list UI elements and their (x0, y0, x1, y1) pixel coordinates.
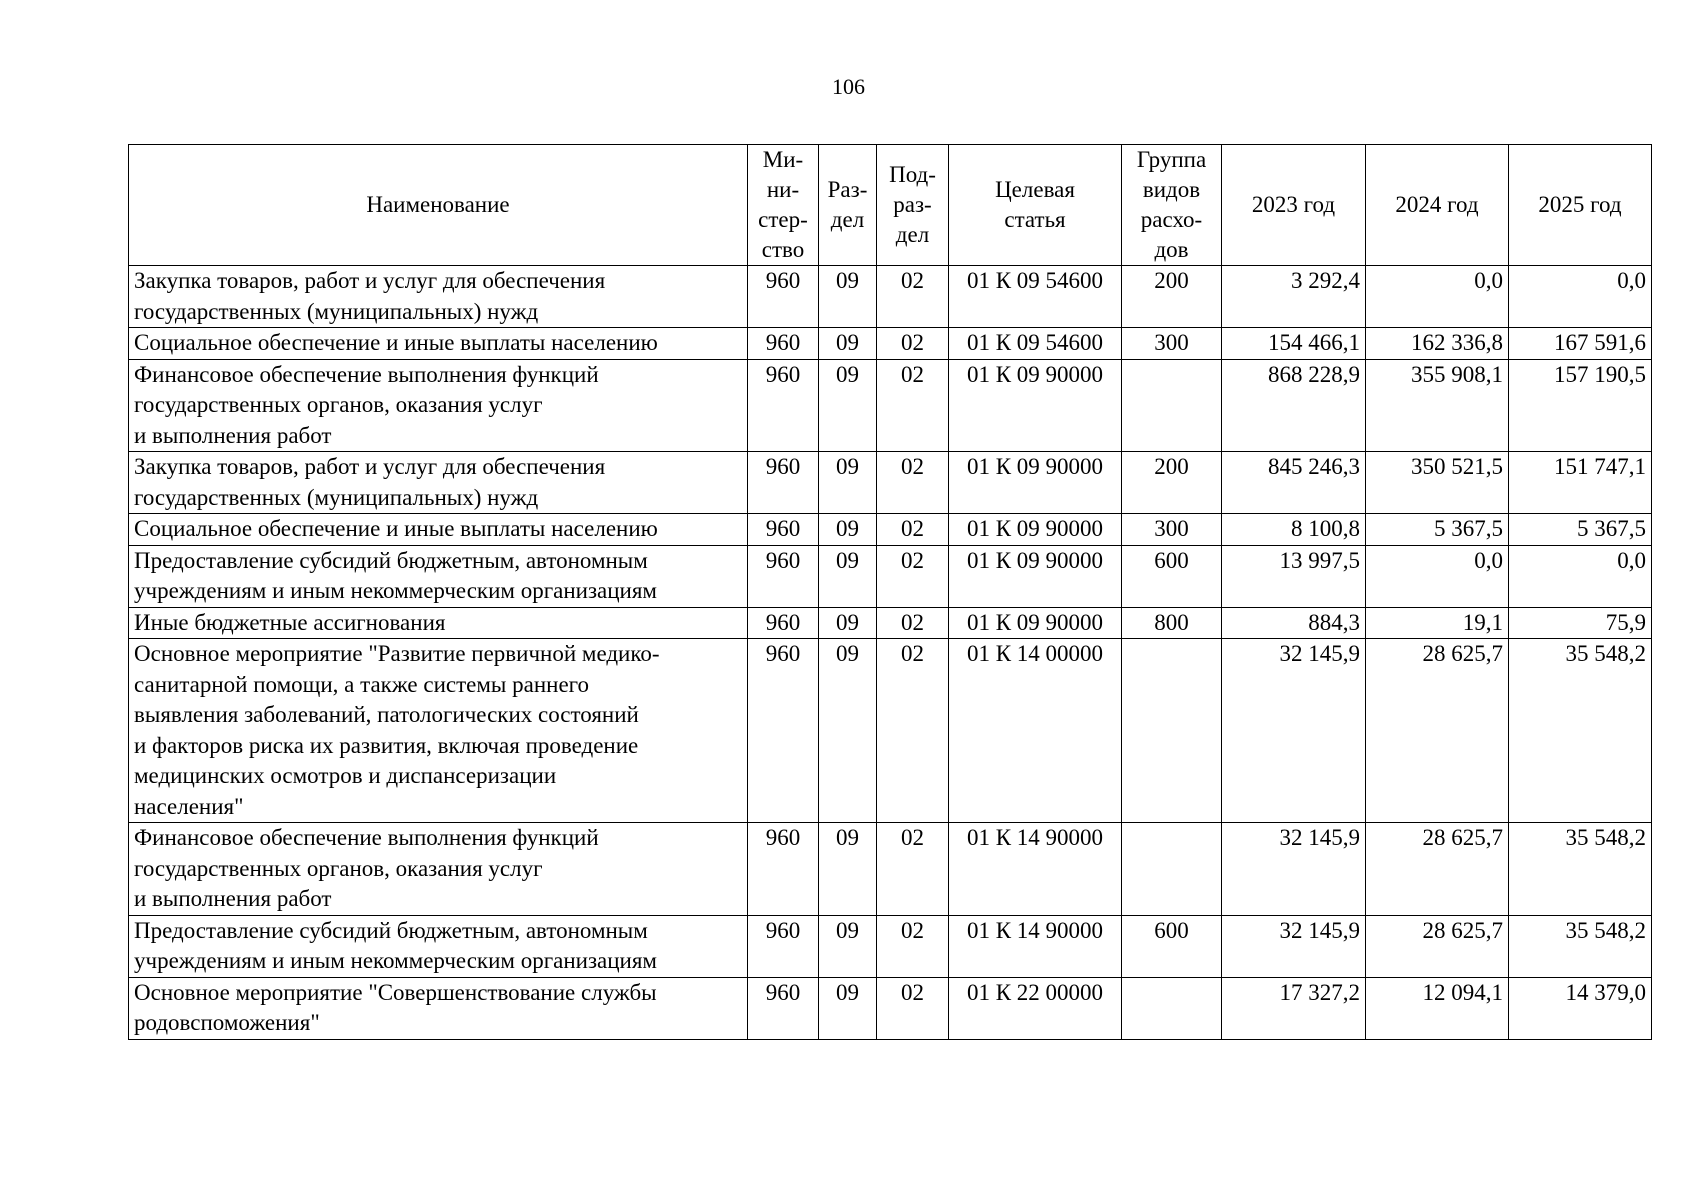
cell-2025: 14 379,0 (1509, 977, 1652, 1039)
cell-subsection: 02 (877, 328, 949, 360)
cell-ministry: 960 (748, 823, 819, 916)
cell-expense-group: 300 (1122, 514, 1222, 546)
cell-expense-group (1122, 639, 1222, 823)
cell-2024: 19,1 (1366, 607, 1509, 639)
cell-2023: 17 327,2 (1222, 977, 1366, 1039)
table-row (129, 452, 1652, 514)
cell-2023: 868 228,9 (1222, 359, 1366, 452)
cell-name: Иные бюджетные ассигнования (129, 607, 748, 639)
cell-target-article: 01 К 14 90000 (949, 823, 1122, 916)
cell-expense-group: 300 (1122, 328, 1222, 360)
cell-expense-group: 600 (1122, 915, 1222, 977)
page-number: 106 (832, 74, 865, 99)
table-row (129, 607, 1652, 639)
cell-2023: 8 100,8 (1222, 514, 1366, 546)
cell-section: 09 (819, 607, 877, 639)
cell-2025: 35 548,2 (1509, 639, 1652, 823)
cell-2023: 13 997,5 (1222, 545, 1366, 607)
header-row (129, 145, 1652, 266)
table-row (129, 514, 1652, 546)
table-row (129, 328, 1652, 360)
cell-section: 09 (819, 977, 877, 1039)
cell-2025: 75,9 (1509, 607, 1652, 639)
cell-name: Основное мероприятие "Развитие первичной медико- санитарной помощи, а также системы раннего выявления заболеваний, патологических состояний и факторов риска их развития, включая проведение медицинских осмотров и диспансеризации населения" (129, 639, 748, 823)
cell-2023: 32 145,9 (1222, 639, 1366, 823)
cell-2025: 0,0 (1509, 266, 1652, 328)
cell-2025: 35 548,2 (1509, 823, 1652, 916)
header-2023: 2023 год (1222, 145, 1366, 266)
cell-2024: 355 908,1 (1366, 359, 1509, 452)
cell-expense-group: 200 (1122, 266, 1222, 328)
cell-2024: 28 625,7 (1366, 639, 1509, 823)
cell-target-article: 01 К 09 54600 (949, 266, 1122, 328)
header-target-article: Целевая статья (949, 145, 1122, 266)
header-ministry: Ми- ни- стер- ство (748, 145, 819, 266)
cell-ministry: 960 (748, 639, 819, 823)
cell-name: Основное мероприятие "Совершенствование службы родовспоможения" (129, 977, 748, 1039)
cell-ministry: 960 (748, 514, 819, 546)
cell-target-article: 01 К 14 00000 (949, 639, 1122, 823)
cell-target-article: 01 К 09 90000 (949, 607, 1122, 639)
cell-subsection: 02 (877, 514, 949, 546)
table-row (129, 266, 1652, 328)
cell-section: 09 (819, 452, 877, 514)
cell-2025: 5 367,5 (1509, 514, 1652, 546)
cell-expense-group (1122, 823, 1222, 916)
cell-2023: 32 145,9 (1222, 823, 1366, 916)
cell-2024: 162 336,8 (1366, 328, 1509, 360)
cell-2024: 5 367,5 (1366, 514, 1509, 546)
cell-section: 09 (819, 545, 877, 607)
header-section: Раз- дел (819, 145, 877, 266)
cell-ministry: 960 (748, 607, 819, 639)
cell-section: 09 (819, 359, 877, 452)
header-2025: 2025 год (1509, 145, 1652, 266)
table-row (129, 639, 1652, 823)
cell-name: Финансовое обеспечение выполнения функций государственных органов, оказания услуг и выполнения работ (129, 823, 748, 916)
cell-2023: 3 292,4 (1222, 266, 1366, 328)
cell-name: Предоставление субсидий бюджетным, автономным учреждениям и иным некоммерческим организациям (129, 915, 748, 977)
cell-2025: 167 591,6 (1509, 328, 1652, 360)
cell-ministry: 960 (748, 452, 819, 514)
cell-name: Предоставление субсидий бюджетным, автономным учреждениям и иным некоммерческим организациям (129, 545, 748, 607)
cell-2025: 151 747,1 (1509, 452, 1652, 514)
cell-subsection: 02 (877, 359, 949, 452)
cell-2024: 0,0 (1366, 545, 1509, 607)
table-body (129, 266, 1652, 1040)
cell-expense-group: 800 (1122, 607, 1222, 639)
cell-subsection: 02 (877, 915, 949, 977)
cell-ministry: 960 (748, 545, 819, 607)
cell-ministry: 960 (748, 977, 819, 1039)
table-row (129, 359, 1652, 452)
cell-section: 09 (819, 639, 877, 823)
cell-target-article: 01 К 22 00000 (949, 977, 1122, 1039)
cell-section: 09 (819, 328, 877, 360)
cell-name: Закупка товаров, работ и услуг для обеспечения государственных (муниципальных) нужд (129, 266, 748, 328)
table-row (129, 545, 1652, 607)
table-row (129, 915, 1652, 977)
cell-2023: 154 466,1 (1222, 328, 1366, 360)
cell-name: Финансовое обеспечение выполнения функций государственных органов, оказания услуг и выполнения работ (129, 359, 748, 452)
cell-subsection: 02 (877, 607, 949, 639)
cell-target-article: 01 К 09 90000 (949, 545, 1122, 607)
cell-2024: 28 625,7 (1366, 915, 1509, 977)
cell-2025: 35 548,2 (1509, 915, 1652, 977)
cell-target-article: 01 К 09 90000 (949, 359, 1122, 452)
cell-expense-group: 200 (1122, 452, 1222, 514)
cell-name: Закупка товаров, работ и услуг для обеспечения государственных (муниципальных) нужд (129, 452, 748, 514)
cell-ministry: 960 (748, 328, 819, 360)
table-row (129, 823, 1652, 916)
cell-expense-group (1122, 977, 1222, 1039)
cell-section: 09 (819, 266, 877, 328)
cell-section: 09 (819, 514, 877, 546)
cell-subsection: 02 (877, 452, 949, 514)
cell-2024: 12 094,1 (1366, 977, 1509, 1039)
cell-target-article: 01 К 14 90000 (949, 915, 1122, 977)
budget-table (128, 144, 1652, 1040)
cell-name: Социальное обеспечение и иные выплаты населению (129, 328, 748, 360)
cell-ministry: 960 (748, 915, 819, 977)
header-name: Наименование (129, 145, 748, 266)
header-2024: 2024 год (1366, 145, 1509, 266)
cell-subsection: 02 (877, 977, 949, 1039)
cell-subsection: 02 (877, 545, 949, 607)
cell-subsection: 02 (877, 266, 949, 328)
cell-2023: 32 145,9 (1222, 915, 1366, 977)
cell-target-article: 01 К 09 54600 (949, 328, 1122, 360)
cell-target-article: 01 К 09 90000 (949, 514, 1122, 546)
cell-ministry: 960 (748, 359, 819, 452)
header-expense-group: Группа видов расхо- дов (1122, 145, 1222, 266)
table-row (129, 977, 1652, 1039)
cell-2025: 157 190,5 (1509, 359, 1652, 452)
cell-name: Социальное обеспечение и иные выплаты населению (129, 514, 748, 546)
cell-subsection: 02 (877, 639, 949, 823)
cell-2023: 845 246,3 (1222, 452, 1366, 514)
header-subsection: Под- раз- дел (877, 145, 949, 266)
cell-expense-group: 600 (1122, 545, 1222, 607)
cell-2024: 350 521,5 (1366, 452, 1509, 514)
cell-section: 09 (819, 915, 877, 977)
cell-2024: 28 625,7 (1366, 823, 1509, 916)
cell-2023: 884,3 (1222, 607, 1366, 639)
cell-target-article: 01 К 09 90000 (949, 452, 1122, 514)
cell-expense-group (1122, 359, 1222, 452)
cell-2024: 0,0 (1366, 266, 1509, 328)
cell-2025: 0,0 (1509, 545, 1652, 607)
cell-section: 09 (819, 823, 877, 916)
cell-ministry: 960 (748, 266, 819, 328)
cell-subsection: 02 (877, 823, 949, 916)
